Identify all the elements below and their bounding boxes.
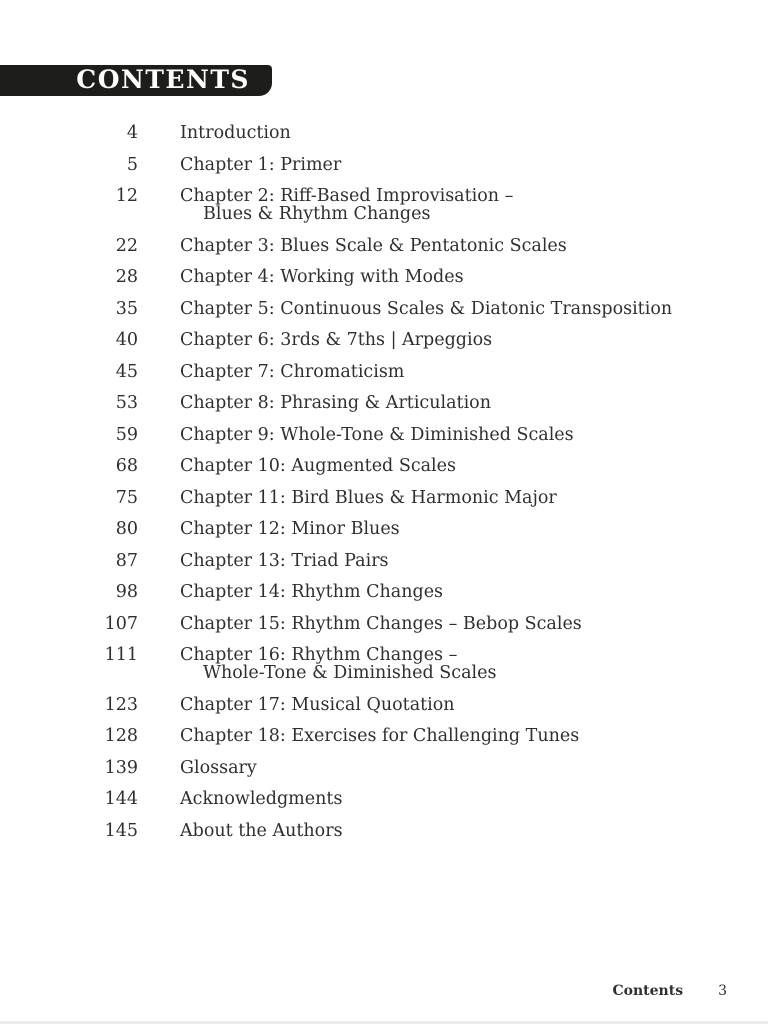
toc-entry-title-line: Chapter 10: Augmented Scales: [180, 456, 456, 476]
toc-entry-page-number: 144: [104, 789, 138, 809]
toc-entry-title-line: Chapter 5: Continuous Scales & Diatonic Transposition: [180, 298, 673, 319]
toc-entry-title-line: Chapter 11: Bird Blues & Harmonic Major: [180, 487, 557, 508]
toc-entry: [90, 822, 672, 840]
toc-entry-title: [180, 696, 455, 714]
toc-entry-title: [180, 363, 404, 381]
toc-entry-title-line: Chapter 8: Phrasing & Articulation: [180, 393, 491, 413]
toc-entry: [90, 457, 672, 475]
toc-entry-page-number: 123: [104, 694, 138, 715]
toc-entry-title-line: Chapter 9: Whole-Tone & Diminished Scales: [180, 424, 574, 445]
toc-entry-title: [180, 300, 672, 318]
toc-entry-title-line: Chapter 4: Working with Modes: [180, 267, 464, 287]
contents-banner: [0, 65, 272, 96]
toc-entry-title: [180, 187, 513, 223]
toc-entry-page-number: 80: [115, 519, 138, 539]
toc-entry-title: [180, 552, 389, 570]
toc-entry-title: [180, 156, 341, 174]
toc-entry-title: [180, 268, 464, 286]
toc-entry: [90, 187, 672, 223]
toc-entry: [90, 552, 672, 570]
toc-entry: [90, 363, 672, 381]
toc-entry: [90, 426, 672, 444]
toc-entry-title-line: About the Authors: [180, 820, 343, 841]
toc-entry-page-number: 111: [104, 645, 138, 665]
toc-entry-page-number: 75: [115, 487, 138, 508]
toc-entry-page-number: 28: [115, 267, 138, 287]
toc-entry: [90, 520, 672, 538]
toc-entry-title: [180, 520, 400, 538]
toc-entry: [90, 759, 672, 777]
toc-entry-page-number: 5: [126, 154, 138, 175]
toc-entry-title-line: Glossary: [180, 757, 257, 778]
toc-entry-page-number: 35: [115, 298, 138, 319]
toc-entry-title-line: Chapter 16: Rhythm Changes –: [180, 645, 458, 665]
toc-entry: [90, 489, 672, 507]
toc-entry-title: [180, 727, 579, 745]
toc-entry: [90, 727, 672, 745]
toc-entry: [90, 268, 672, 286]
toc-entry: [90, 237, 672, 255]
toc-entry-title-line: Chapter 12: Minor Blues: [180, 519, 400, 539]
toc-entry-title: [180, 489, 557, 507]
toc-entry-title-line: Chapter 7: Chromaticism: [180, 361, 405, 382]
page-footer: [613, 984, 727, 998]
toc-entry-page-number: 68: [115, 456, 138, 476]
toc-entry-page-number: 139: [104, 757, 138, 778]
toc-entry-page-number: 4: [126, 123, 138, 143]
toc-entry-title: [180, 759, 257, 777]
toc-entry-title-line: Chapter 2: Riff-Based Improvisation –: [180, 186, 514, 206]
toc-entry-title: [180, 615, 582, 633]
toc-entry: [90, 394, 672, 412]
toc-entry-page-number: 12: [115, 186, 138, 206]
toc-entry: [90, 790, 672, 808]
toc-entry-title-line: Chapter 3: Blues Scale & Pentatonic Scales: [180, 235, 567, 256]
toc-entry-page-number: 22: [115, 235, 138, 256]
toc-entry-title: [180, 646, 496, 682]
toc-entry-title-line: Acknowledgments: [180, 789, 343, 809]
toc-entry: [90, 615, 672, 633]
toc-entry-page-number: 40: [115, 330, 138, 350]
toc-entry: [90, 583, 672, 601]
toc-entry-title-line: Chapter 14: Rhythm Changes: [180, 582, 444, 602]
footer-section-label: Contents: [612, 983, 684, 999]
toc-entry: [90, 331, 672, 349]
toc-entry-title-line: Introduction: [180, 123, 291, 143]
toc-entry-title-continuation: Blues & Rhythm Changes: [203, 204, 431, 224]
toc-entry-title: [180, 237, 567, 255]
footer-page-number: 3: [718, 983, 727, 999]
toc-entry-title: [180, 790, 342, 808]
toc-entry-title: [180, 426, 574, 444]
toc-entry-title: [180, 457, 456, 475]
toc-entry: [90, 124, 672, 142]
toc-entry-title-line: Chapter 13: Triad Pairs: [180, 550, 389, 571]
toc-entry: [90, 300, 672, 318]
toc-entry-title-continuation: Whole-Tone & Diminished Scales: [203, 663, 497, 683]
toc-entry-title-line: Chapter 15: Rhythm Changes – Bebop Scales: [180, 613, 582, 634]
toc-entry-page-number: 98: [115, 582, 138, 602]
toc-entry-title: [180, 583, 443, 601]
toc-entry-title-line: Chapter 18: Exercises for Challenging Tunes: [180, 726, 580, 746]
toc-entry-title: [180, 822, 343, 840]
toc-entry-page-number: 45: [115, 361, 138, 382]
toc-entry-page-number: 145: [104, 820, 138, 841]
toc-entry-page-number: 87: [115, 550, 138, 571]
toc-entry-page-number: 128: [104, 726, 138, 746]
contents-banner-label: CONTENTS: [76, 65, 250, 94]
toc-entry-page-number: 107: [104, 613, 138, 634]
toc-entry-title-line: Chapter 17: Musical Quotation: [180, 694, 455, 715]
toc-entry: [90, 646, 672, 682]
toc-list: [90, 124, 672, 853]
toc-entry-title: [180, 394, 491, 412]
toc-entry-page-number: 53: [115, 393, 138, 413]
toc-entry: [90, 156, 672, 174]
toc-entry-page-number: 59: [115, 424, 138, 445]
toc-entry-title-line: Chapter 6: 3rds & 7ths | Arpeggios: [180, 330, 493, 350]
toc-entry-title: [180, 331, 492, 349]
toc-entry-title: [180, 124, 291, 142]
toc-entry: [90, 696, 672, 714]
toc-entry-title-line: Chapter 1: Primer: [180, 154, 342, 175]
